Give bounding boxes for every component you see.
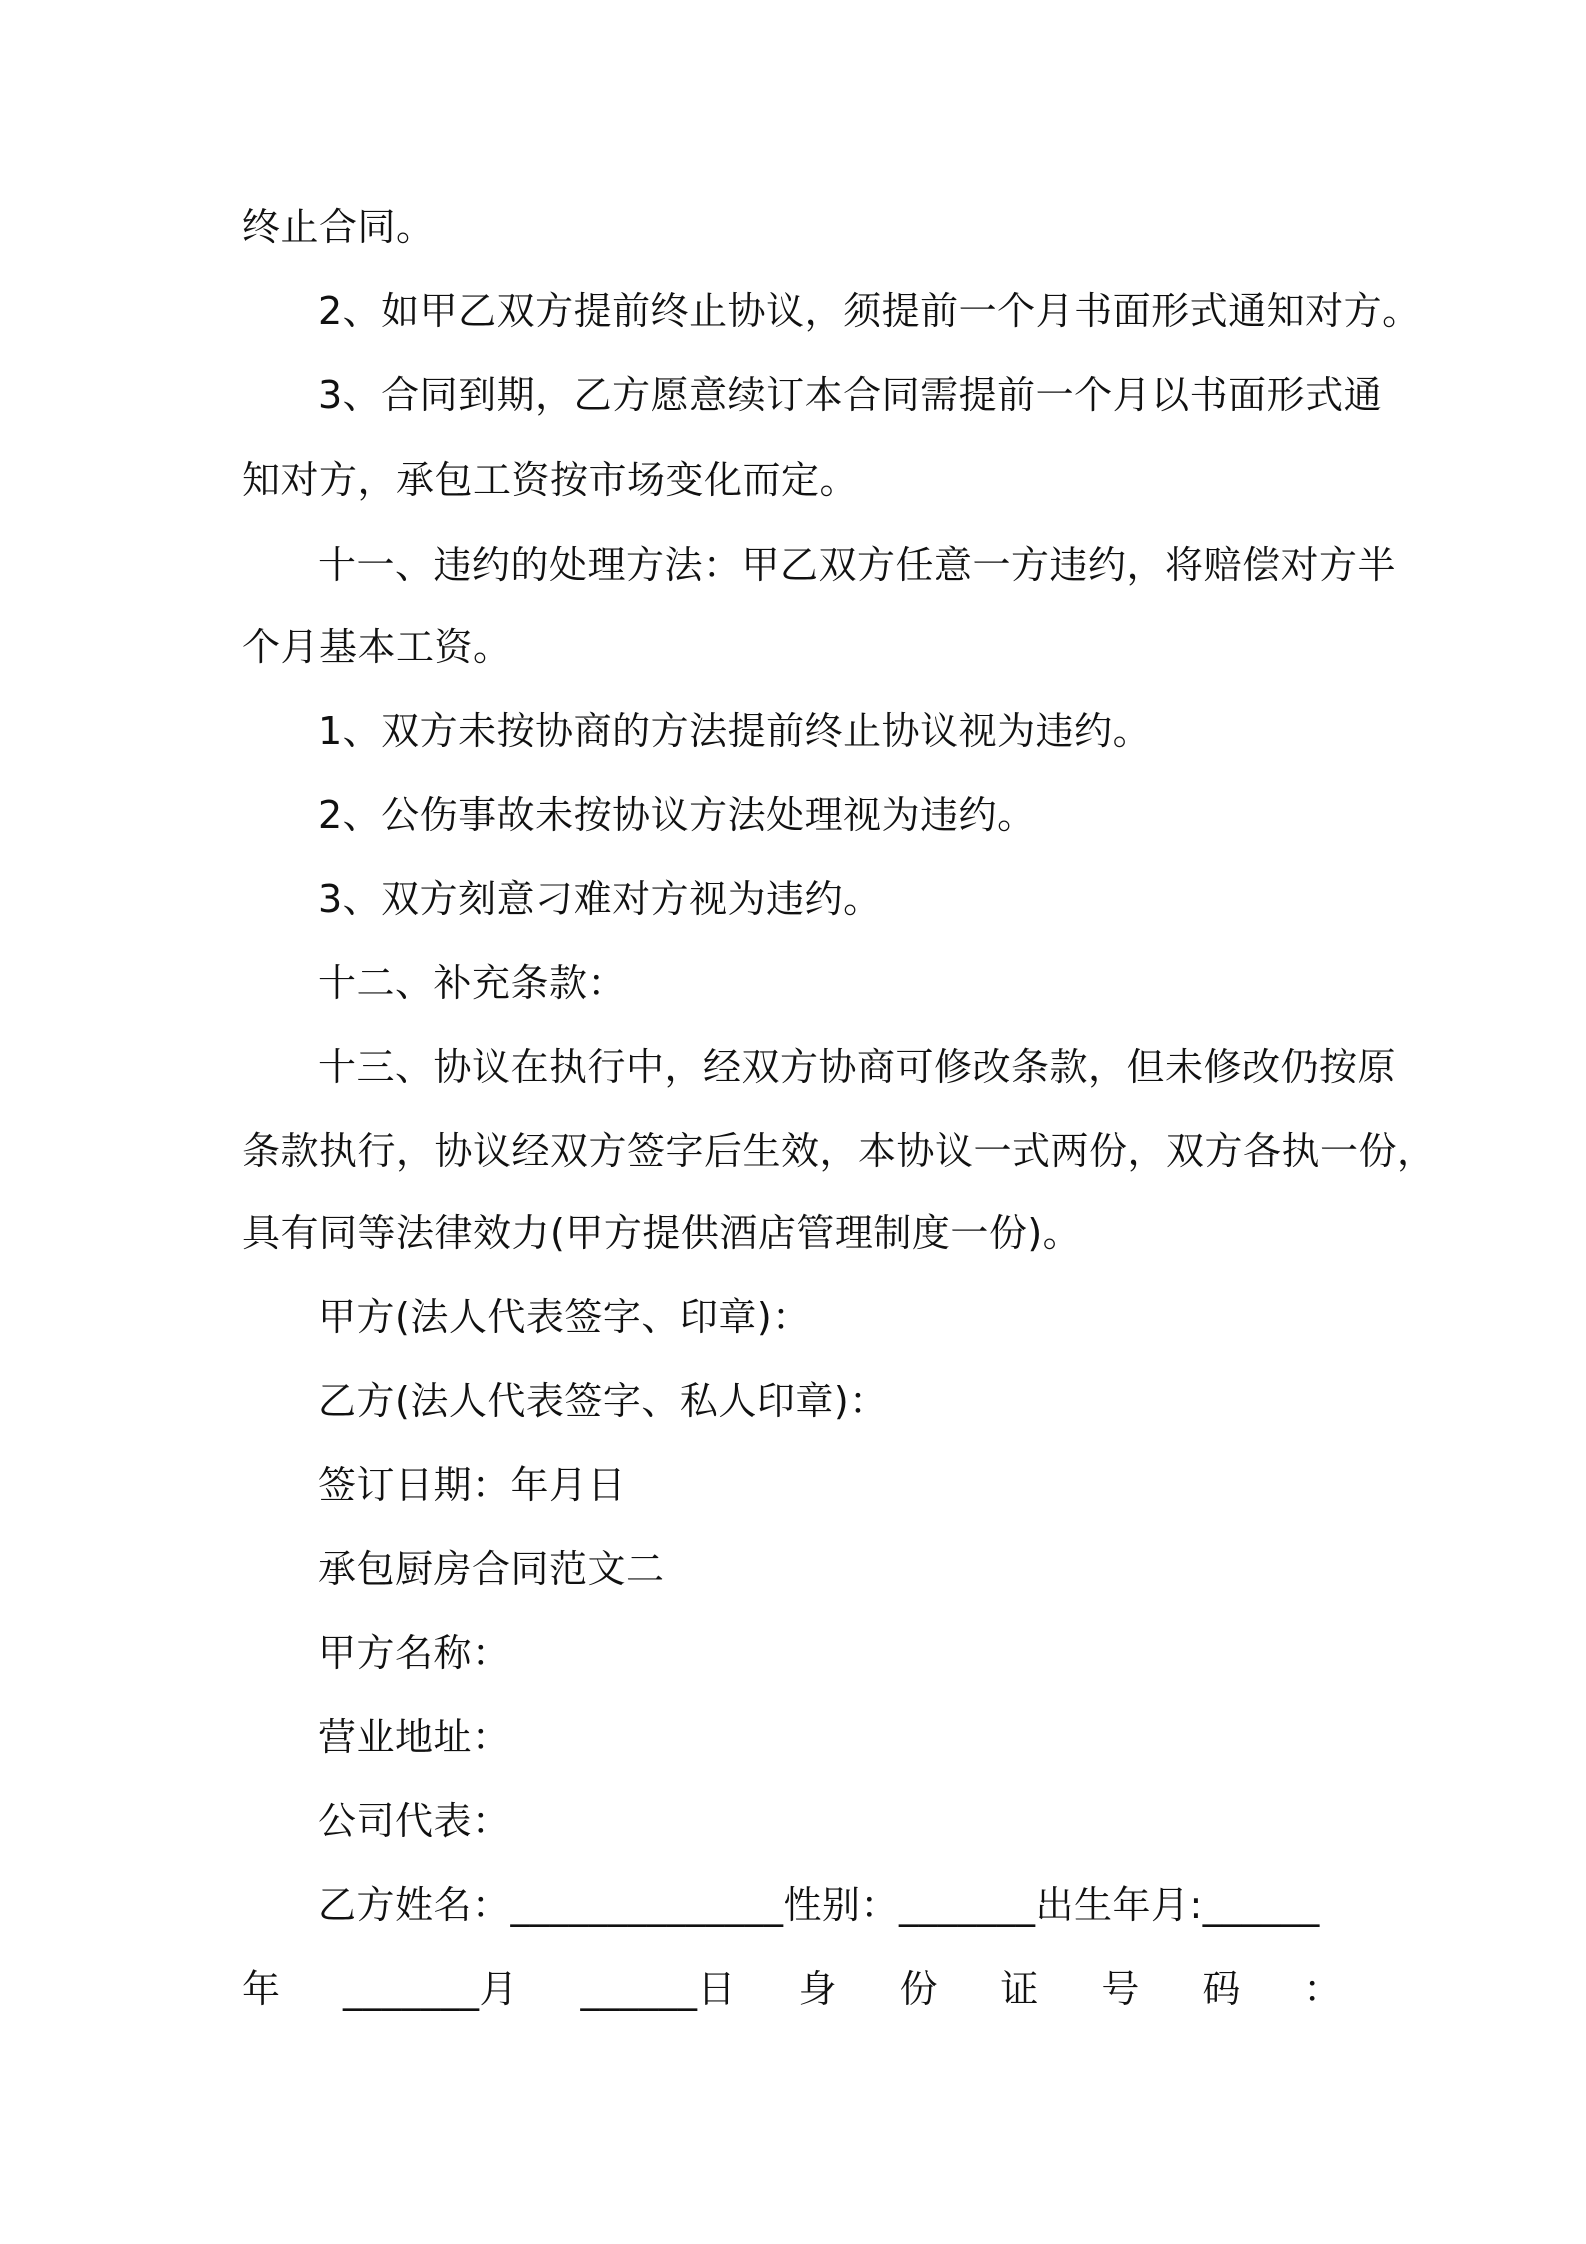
text-line: 个月基本工资。 (242, 625, 512, 669)
text-part: 年 (242, 1967, 281, 2011)
text-line: 承包厨房合同范文二 (318, 1547, 665, 1591)
text-line: 具有同等法律效力(甲方提供酒店管理制度一份)。 (242, 1211, 1082, 1255)
text-part: 号 (1101, 1967, 1140, 2011)
text-part: 份 (899, 1967, 938, 2011)
text-line: 2、如甲乙双方提前终止协议，须提前一个月书面形式通知对方。 (318, 289, 1421, 333)
text-part: ： (1303, 1967, 1342, 2011)
text-line: 签订日期：年月日 (318, 1463, 627, 1507)
text-line: 十二、补充条款： (318, 961, 627, 1005)
text-part: 码 (1202, 1967, 1241, 2011)
text-line: 终止合同。 (242, 205, 435, 249)
text-line: 甲方名称： (318, 1631, 511, 1675)
text-line: 1、双方未按协商的方法提前终止协议视为违约。 (318, 709, 1152, 753)
text-line: 3、双方刻意刁难对方视为违约。 (318, 877, 882, 921)
text-line-spread (242, 1964, 1342, 2014)
text-line: 知对方，承包工资按市场变化而定。 (242, 458, 859, 502)
text-part: 身 (798, 1967, 837, 2011)
text-line: 条款执行，协议经双方签字后生效，本协议一式两份，双方各执一份， (242, 1129, 1436, 1173)
text-line: 乙方(法人代表签字、私人印章)： (318, 1379, 888, 1423)
text-line: 2、公伤事故未按协议方法处理视为违约。 (318, 793, 1036, 837)
text-line: 营业地址： (318, 1715, 511, 1759)
text-line: 十一、违约的处理方法：甲乙双方任意一方违约，将赔偿对方半 (318, 543, 1397, 587)
text-part: ______日 (580, 1967, 736, 2011)
text-part: _______月 (342, 1967, 518, 2011)
text-line: 3、合同到期，乙方愿意续订本合同需提前一个月以书面形式通 (318, 373, 1383, 417)
text-line: 十三、协议在执行中，经双方协商可修改条款，但未修改仍按原 (318, 1045, 1397, 1089)
text-line: 乙方姓名：______________性别：_______出生年月:______ (318, 1883, 1320, 1927)
text-line: 公司代表： (318, 1799, 511, 1843)
text-line: 甲方(法人代表签字、印章)： (318, 1295, 811, 1339)
text-part: 证 (1000, 1967, 1039, 2011)
